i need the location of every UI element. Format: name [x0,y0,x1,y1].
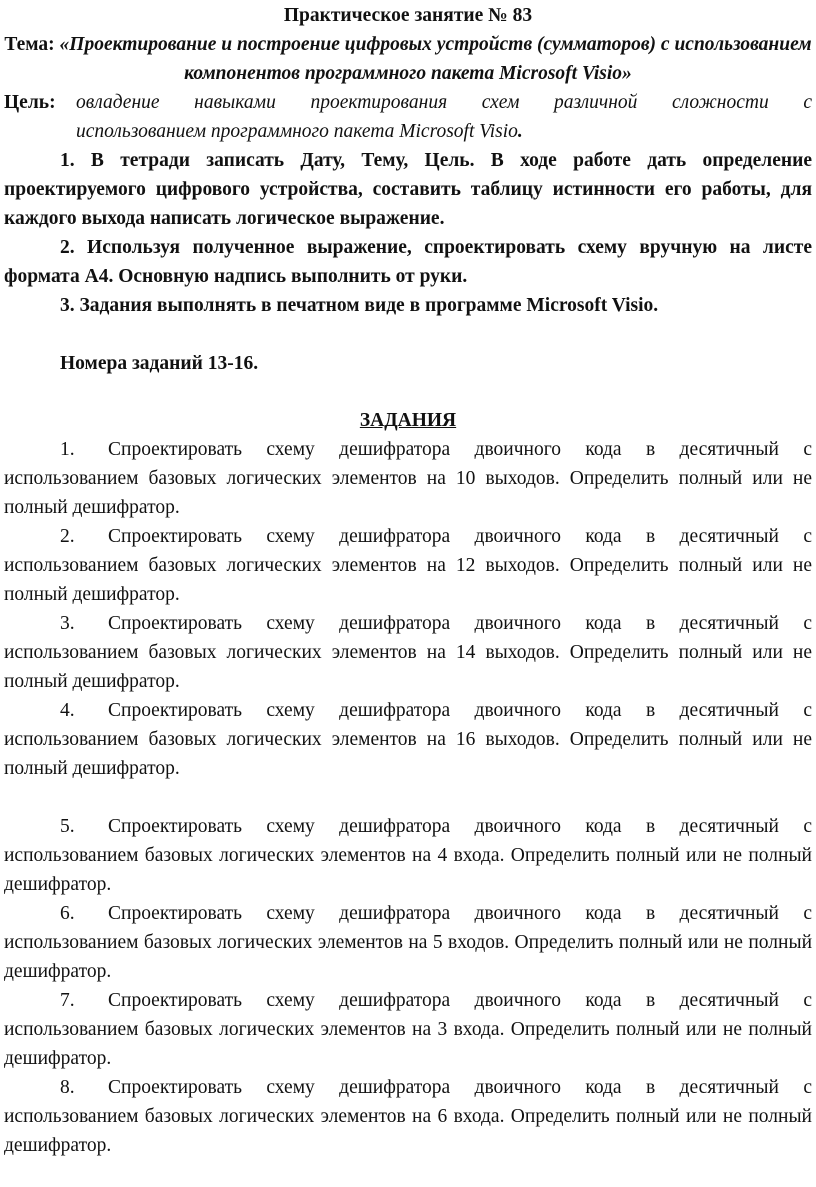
task-number: 1. [60,439,75,460]
goal-text-line1: овладение навыками проектирования схем различной сложности [76,92,769,113]
task-number: 3. [60,613,75,634]
task-item [4,986,812,1073]
task-number: 6. [60,903,75,924]
tasks-heading: ЗАДАНИЯ [359,410,457,431]
task-text: Спроектировать схему дешифратора двоичного кода в десятичный с использованием базовых логических элементов на 10 выходов. Определить полный или не полный дешифратор. [4,439,812,518]
topic-label: Тема: [4,34,55,55]
page-title: Практическое занятие № 83 [283,5,533,26]
goal-text-line2: использованием программного пакета Microsoft Visio [76,121,518,142]
task-text: Спроектировать схему дешифратора двоичного кода в десятичный с использованием базовых логических элементов на 3 входа. Определить полный или не полный дешифратор. [4,990,812,1069]
spacer [4,783,812,812]
instruction-3: 3. Задания выполнять в печатном виде в программе Microsoft Visio. [60,295,659,316]
task-item [4,435,812,522]
goal-text-end: с [803,92,812,113]
topic-text: «Проектирование и построение цифровых устройств (сумматоров) с использованием компонентов программного пакета Microsoft Visio» [59,34,812,84]
task-text: Спроектировать схему дешифратора двоичного кода в десятичный с использованием базовых логических элементов на 5 входов. Определить полный или не полный дешифратор. [4,903,812,982]
task-item [4,1073,812,1160]
topic-line [4,30,812,88]
task-item [4,899,812,986]
goal-line [4,88,812,117]
instruction-2: 2. Используя полученное выражение, спроектировать схему вручную на листе формата А4. Основную надпись выполнить от руки. [4,237,812,287]
task-item [4,522,812,609]
task-number: 5. [60,816,75,837]
task-number: 7. [60,990,75,1011]
instruction-1: 1. В тетради записать Дату, Тему, Цель. В ходе работе дать определение проектируемого цифрового устройства, составить таблицу истинности его работы, для каждого выхода написать логическое выражение. [4,150,812,229]
task-text: Спроектировать схему дешифратора двоичного кода в десятичный с использованием базовых логических элементов на 16 выходов. Определить полный или не полный дешифратор. [4,700,812,779]
goal-line-2: использованием программного пакета Microsoft Visio. [76,121,523,142]
task-text: Спроектировать схему дешифратора двоичного кода в десятичный с использованием базовых логических элементов на 14 выходов. Определить полный или не полный дешифратор. [4,613,812,692]
task-number: 4. [60,700,75,721]
task-text: Спроектировать схему дешифратора двоичного кода в десятичный с использованием базовых логических элементов на 4 входа. Определить полный или не полный дешифратор. [4,816,812,895]
task-item [4,696,812,783]
goal-label: Цель: [4,92,56,113]
task-item [4,609,812,696]
task-numbers: Номера заданий 13-16. [60,353,259,374]
task-item [4,812,812,899]
document-page [0,1,816,1187]
task-text: Спроектировать схему дешифратора двоичного кода в десятичный с использованием базовых логических элементов на 12 выходов. Определить полный или не полный дешифратор. [4,526,812,605]
task-number: 2. [60,526,75,547]
task-number: 8. [60,1077,75,1098]
task-text: Спроектировать схему дешифратора двоичного кода в десятичный с использованием базовых логических элементов на 6 входа. Определить полный или не полный дешифратор. [4,1077,812,1156]
